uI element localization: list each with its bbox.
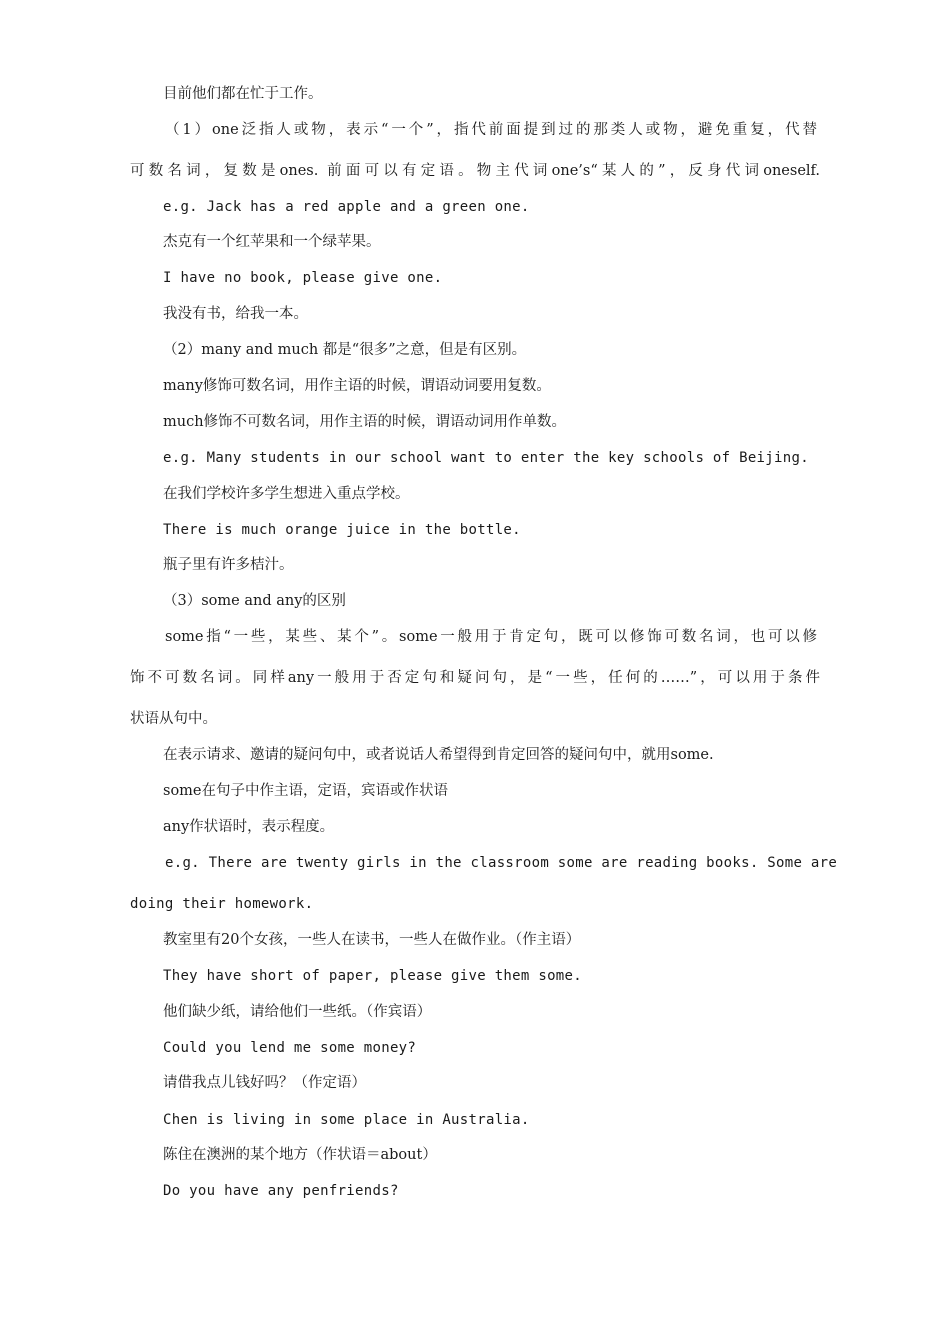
text-line: 可数名词，复数是ones. 前面可以有定语。物主代词one’s“某人的”，反身代词oneself. [130, 163, 820, 179]
text-line: some在句子中作主语，定语，宾语或作状语 [163, 783, 448, 799]
text-line: 瓶子里有许多桔汁。 [163, 557, 294, 573]
text-line: much修饰不可数名词，用作主语的时候，谓语动词用作单数。 [163, 414, 567, 430]
text-line: doing their homework. [130, 896, 314, 912]
text-line: e.g. There are twenty girls in the classroom some are reading books. Some are [165, 855, 838, 871]
text-line: 在我们学校许多学生想进入重点学校。 [163, 486, 410, 502]
text-line: （3）some and any的区别 [163, 593, 346, 609]
text-line: any作状语时，表示程度。 [163, 819, 335, 835]
text-line: They have short of paper, please give them some. [163, 968, 582, 984]
text-line: Do you have any penfriends? [163, 1183, 399, 1199]
text-line: e.g. Jack has a red apple and a green one. [163, 199, 530, 215]
text-line: 杰克有一个红苹果和一个绿苹果。 [163, 234, 381, 250]
text-line: 饰不可数名词。同样any一般用于否定句和疑问句，是“一些，任何的……”，可以用于条件 [130, 670, 820, 686]
text-line: 状语从句中。 [130, 711, 217, 727]
text-line: 请借我点儿钱好吗？（作定语） [163, 1075, 366, 1091]
text-line: （2）many and much 都是“很多”之意，但是有区别。 [163, 342, 527, 358]
text-line: some指“一些，某些、某个”。some一般用于肯定句，既可以修饰可数名词，也可以修 [165, 629, 817, 645]
text-line: many修饰可数名词，用作主语的时候，谓语动词要用复数。 [163, 378, 551, 394]
text-line: Could you lend me some money? [163, 1040, 417, 1056]
text-line: 目前他们都在忙于工作。 [163, 86, 323, 102]
text-line: e.g. Many students in our school want to enter the key schools of Beijing. [163, 450, 809, 466]
text-line: 我没有书，给我一本。 [163, 306, 308, 322]
text-line: 教室里有20个女孩，一些人在读书，一些人在做作业。（作主语） [163, 932, 581, 948]
text-line: Chen is living in some place in Australia. [163, 1112, 530, 1128]
text-line: There is much orange juice in the bottle. [163, 522, 521, 538]
text-line: （1）one泛指人或物，表示“一个”，指代前面提到过的那类人或物，避免重复，代替 [165, 122, 817, 138]
text-line: 在表示请求、邀请的疑问句中，或者说话人希望得到肯定回答的疑问句中，就用some. [163, 747, 714, 763]
text-line: 他们缺少纸，请给他们一些纸。（作宾语） [163, 1004, 432, 1020]
text-line: 陈住在澳洲的某个地方（作状语＝about） [163, 1147, 437, 1163]
text-line: I have no book, please give one. [163, 270, 443, 286]
